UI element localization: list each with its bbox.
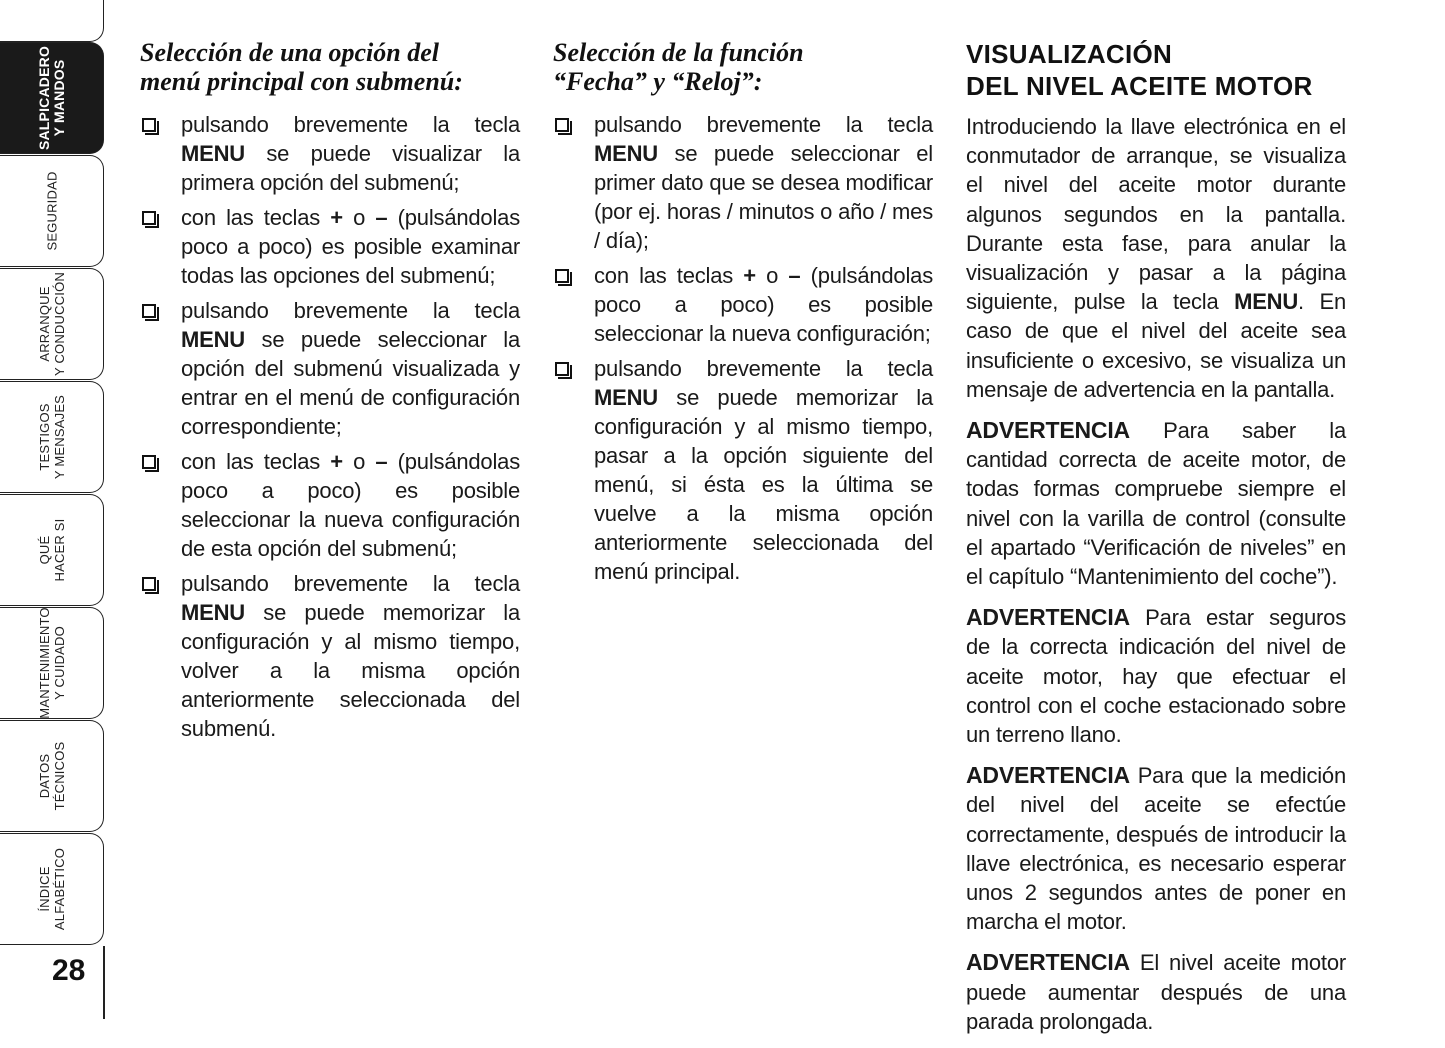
tab-label: QUÉ HACER SI: [36, 518, 67, 582]
item-text: se puede memorizar la configuración y al mismo tiempo, pasar a la opción siguiente del menú, si ésta es la última se vuelve a la misma opción anteriormente seleccionada del menú principal.: [594, 385, 933, 584]
plus-key-label: +: [330, 205, 343, 230]
menu-key-label: MENU: [1234, 289, 1299, 315]
checkbox-bullet-icon: [555, 269, 569, 283]
column-oil-level-display: [966, 38, 1346, 1048]
warning-text: Para que la medición del nivel del aceite se efectúe correctamente, después de introducir la llave electrónica, es necesario esperar unos 2 segundos antes de poner en marcha el motor.: [966, 763, 1346, 935]
list-item: [553, 261, 933, 348]
section-heading: [553, 38, 933, 96]
tab-label: TESTIGOS Y MENSAJES: [36, 394, 67, 480]
list-item: [140, 110, 520, 197]
checkbox-bullet-icon: [555, 118, 569, 132]
intro-paragraph: [966, 112, 1346, 404]
heading-line: menú principal con submenú:: [140, 67, 463, 96]
list-item: [140, 447, 520, 563]
warning-paragraph: [966, 948, 1346, 1036]
menu-key-label: MENU: [594, 385, 658, 410]
section-heading: [966, 38, 1346, 102]
minus-key-label: –: [375, 449, 388, 474]
tab-strip-bottom-edge: [103, 946, 105, 1019]
item-text: (pulsándolas poco a poco) es posible seleccionar la nueva configuración de esta opción del submenú;: [181, 449, 520, 561]
column-submenu-selection: [140, 38, 520, 749]
checkbox-bullet-icon: [142, 118, 156, 132]
paragraph-text: . En caso de que el nivel del aceite sea insuficiente o excesivo, se visualiza un mensaje de advertencia en la pantalla.: [966, 289, 1346, 402]
warning-label: ADVERTENCIA: [966, 604, 1130, 631]
heading-line: Selección de la función: [553, 38, 804, 67]
checkbox-bullet-icon: [142, 455, 156, 469]
item-text: (pulsándolas poco a poco) es posible examinar todas las opciones del submenú;: [181, 205, 520, 288]
item-text: con las teclas: [181, 449, 331, 474]
instruction-list: [553, 110, 933, 586]
warning-paragraph: [966, 416, 1346, 591]
checkbox-bullet-icon: [142, 304, 156, 318]
tab-mantenimiento-y-cuidado[interactable]: [0, 607, 104, 719]
tab-label: SEGURIDAD: [44, 171, 59, 251]
item-text: pulsando brevemente la tecla: [594, 112, 933, 137]
heading-line: Selección de una opción del: [140, 38, 439, 67]
instruction-list: [140, 110, 520, 743]
item-text: se puede visualizar la primera opción del submenú;: [181, 141, 520, 195]
minus-key-label: –: [788, 263, 801, 288]
item-text: se puede seleccionar el primer dato que se desea modificar (por ej. horas / minutos o año / mes / día);: [594, 141, 933, 253]
chapter-tab-strip: [0, 0, 110, 1019]
warning-paragraph: [966, 761, 1346, 936]
page-number: 28: [52, 954, 86, 987]
warning-paragraph: [966, 603, 1346, 749]
item-text: se puede seleccionar la opción del submenú visualizada y entrar en el menú de configuración correspondiente;: [181, 327, 520, 439]
checkbox-bullet-icon: [142, 577, 156, 591]
menu-key-label: MENU: [181, 600, 245, 625]
item-text: con las teclas: [181, 205, 331, 230]
list-item: [140, 296, 520, 441]
tab-label: MANTENIMIENTO Y CUIDADO: [36, 607, 67, 719]
item-text: pulsando brevemente la tecla: [594, 356, 933, 381]
tab-seguridad[interactable]: [0, 155, 104, 267]
warning-text: Para estar seguros de la correcta indicación del nivel de aceite motor, hay que efectuar el control con el coche estacionado sobre un terreno llano.: [966, 605, 1346, 748]
item-text: se puede memorizar la configuración y al mismo tiempo, volver a la misma opción anteriormente seleccionada del submenú.: [181, 600, 520, 741]
tab-testigos-y-mensajes[interactable]: [0, 381, 104, 493]
tab-label: SALPICADERO Y MANDOS: [35, 45, 67, 151]
menu-key-label: MENU: [181, 141, 245, 166]
checkbox-bullet-icon: [142, 211, 156, 225]
tab-arranque-y-conduccion[interactable]: [0, 268, 104, 380]
item-text: o: [342, 449, 376, 474]
menu-key-label: MENU: [181, 327, 245, 352]
heading-line: DEL NIVEL ACEITE MOTOR: [966, 71, 1313, 101]
tab-label: ARRANQUE Y CONDUCCIÓN: [36, 271, 67, 377]
tab-indice-alfabetico[interactable]: [0, 833, 104, 945]
section-heading: [140, 38, 520, 96]
item-text: o: [342, 205, 376, 230]
minus-key-label: –: [375, 205, 388, 230]
warning-label: ADVERTENCIA: [966, 762, 1130, 789]
plus-key-label: +: [330, 449, 343, 474]
checkbox-bullet-icon: [555, 362, 569, 376]
item-text: o: [755, 263, 789, 288]
tab-label: ÍNDICE ALFABÉTICO: [36, 847, 67, 931]
plus-key-label: +: [743, 263, 756, 288]
warning-text: Para saber la cantidad correcta de aceite motor, de todas formas compruebe siempre el nivel con la varilla de control (consulte el apartado “Verificación de niveles” en el capítulo “Mantenimiento del coche”).: [966, 418, 1346, 590]
warning-label: ADVERTENCIA: [966, 417, 1130, 444]
warning-label: ADVERTENCIA: [966, 949, 1130, 976]
item-text: pulsando brevemente la tecla: [181, 298, 520, 323]
paragraph-text: Introduciendo la llave electrónica en el conmutador de arranque, se visualiza el nivel del aceite motor durante algunos segundos en la pantalla. Durante esta fase, para anular la visualización y pasar a la página siguiente, pulse la tecla: [966, 114, 1346, 315]
tab-label: DATOS TÉCNICOS: [36, 741, 67, 811]
heading-line: “Fecha” y “Reloj”:: [553, 67, 763, 96]
tab-strip-top-edge: [0, 0, 104, 42]
list-item: [553, 110, 933, 255]
item-text: con las teclas: [594, 263, 744, 288]
list-item: [553, 354, 933, 586]
tab-que-hacer-si[interactable]: [0, 494, 104, 606]
item-text: pulsando brevemente la tecla: [181, 571, 520, 596]
tab-salpicadero-y-mandos[interactable]: [0, 42, 104, 154]
tab-datos-tecnicos[interactable]: [0, 720, 104, 832]
item-text: (pulsándolas poco a poco) es posible seleccionar la nueva configuración;: [594, 263, 933, 346]
item-text: pulsando brevemente la tecla: [181, 112, 520, 137]
column-date-clock-selection: [553, 38, 933, 592]
list-item: [140, 569, 520, 743]
menu-key-label: MENU: [594, 141, 658, 166]
heading-line: VISUALIZACIÓN: [966, 39, 1173, 69]
list-item: [140, 203, 520, 290]
warning-text: El nivel aceite motor puede aumentar después de una parada prolongada.: [966, 950, 1346, 1034]
